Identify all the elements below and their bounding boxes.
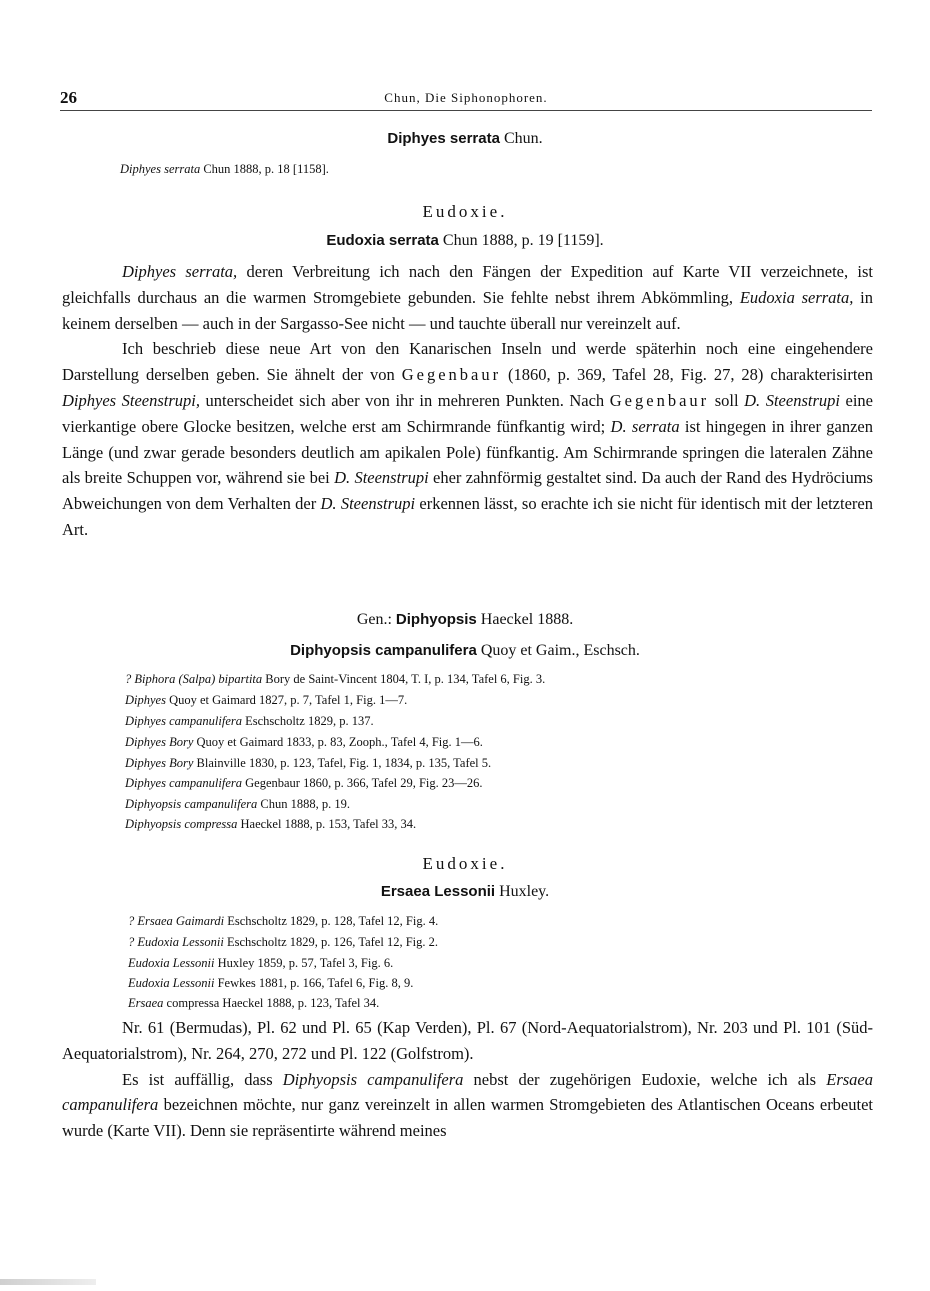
synonym-ref: Quoy et Gaimard 1827, p. 7, Tafel 1, Fig. 1—7.: [165, 693, 408, 707]
subsection-label-eudoxie: Eudoxie.: [422, 202, 508, 221]
synonym-ref: Huxley 1859, p. 57, Tafel 3, Fig. 6.: [214, 956, 394, 970]
species-name: Diphyes serrata: [387, 130, 500, 147]
italic-species: Diphyes Steenstrupi,: [62, 390, 200, 410]
paragraph: Nr. 61 (Bermudas), Pl. 62 und Pl. 65 (Kap Verden), Pl. 67 (Nord-Aequatorialstrom), Nr. 203 und Pl. 101 (Süd-Aequatorialstrom), Nr. 264, 270, 272 und Pl. 122 (Golfstrom).: [62, 1018, 873, 1063]
synonym-line: [125, 693, 407, 708]
synonym-line: [125, 714, 374, 729]
synonym-ref: Eschscholtz 1829, p. 128, Tafel 12, Fig. 4.: [224, 914, 439, 928]
species-heading-diphyopsis-campanulifera: [0, 642, 930, 660]
species-name: Diphyopsis campanulifera: [290, 642, 477, 659]
italic-species: D. Steenstrupi: [334, 468, 429, 488]
synonym-name: Eudoxia Lessonii: [128, 976, 215, 990]
synonym-name: Diphyes: [125, 693, 166, 707]
synonym-line: [125, 797, 350, 812]
species-heading-ersaea-lessonii: [0, 883, 930, 901]
synonym-name: Diphyopsis compressa: [125, 817, 238, 831]
synonym-ref: Bory de Saint-Vincent 1804, T. I, p. 134, Tafel 6, Fig. 3.: [262, 672, 546, 686]
synonym-name: Diphyes Bory: [125, 735, 194, 749]
synonym-line: [125, 756, 491, 771]
paragraph: [62, 336, 873, 542]
synonym-ref: Quoy et Gaimard 1833, p. 83, Zooph., Tafel 4, Fig. 1—6.: [193, 735, 483, 749]
text-run: deren Verbreitung ich nach den Fängen der Expedition auf Karte VII verzeichnete, ist gleichfalls durchaus an die warmen Stromgebiete gebunden. Sie fehlte nebst ihrem Abkömmling,: [62, 262, 874, 307]
text-run: eine vierkantige obere Glocke besitzen, welche erst am Schirmrande fünfkantig wird;: [62, 390, 873, 436]
synonym-name: Diphyes Bory: [125, 756, 194, 770]
synonym-name: Eudoxia Lessonii: [128, 956, 215, 970]
synonym-name: Diphyopsis campanulifera: [125, 797, 258, 811]
subsection-label-eudoxie: Eudoxie.: [422, 854, 508, 873]
synonym-line: [128, 976, 413, 991]
italic-species: Diphyes serrata,: [122, 262, 238, 281]
synonym-ref: Chun 1888, p. 19.: [257, 797, 351, 811]
synonym-line: [125, 776, 483, 791]
genus-heading-diphyopsis: [0, 611, 930, 629]
synonym-ref: Eschscholtz 1829, p. 137.: [242, 714, 374, 728]
genus-name: Diphyopsis: [395, 611, 477, 628]
text-run: nebst der zugehörigen Eudoxie, welche ich als: [463, 1069, 827, 1089]
species-author: Quoy et Gaim., Eschsch.: [476, 642, 640, 659]
spaced-author: Gegenbaur: [401, 365, 502, 385]
body-text-block-2: [62, 1015, 873, 1144]
text-run: erkennen lässt, so erachte ich sie nicht für identisch mit der letzteren Art.: [62, 494, 873, 539]
synonym-name: Diphyes campanulifera: [125, 714, 242, 728]
italic-species: D. Steenstrupi: [744, 390, 840, 410]
synonym-ref: Haeckel 1888, p. 153, Tafel 33, 34.: [237, 817, 417, 831]
species-heading-eudoxia-serrata: [0, 232, 930, 250]
text-run: eher zahnförmig gestaltet sind. Da auch der Rand des Hydröciums Abweichungen von dem Verhalten der: [62, 468, 873, 514]
species-author: Huxley.: [495, 883, 550, 900]
scan-edge-mark: [0, 1279, 96, 1285]
italic-species: Diphyopsis campanulifera: [282, 1069, 464, 1089]
synonym-name: ? Biphora (Salpa) bipartita: [125, 672, 263, 686]
italic-species: D. serrata: [610, 416, 680, 436]
synonym-ref: Blainville 1830, p. 123, Tafel, Fig. 1, 1834, p. 135, Tafel 5.: [193, 756, 492, 770]
synonym-ref: Eschscholtz 1829, p. 126, Tafel 12, Fig. 2.: [223, 935, 438, 949]
genus-author: Haeckel 1888.: [476, 611, 574, 628]
synonym-line: [128, 914, 438, 929]
italic-species: Ersaea campanulifera: [62, 1069, 873, 1115]
synonym-name: ? Eudoxia Lessonii: [128, 935, 224, 949]
synonym-name: Diphyes serrata: [120, 162, 201, 176]
text-run: in keinem derselben — auch in der Sargasso-See nicht — und tauchte überall nur vereinzelt auf.: [62, 287, 873, 333]
running-title: Chun, Die Siphonophoren.: [384, 90, 548, 105]
paragraph: [62, 1067, 873, 1144]
text-run: soll: [709, 390, 745, 410]
text-run: Es ist auffällig, dass: [122, 1069, 283, 1089]
synonym-line: [128, 996, 379, 1011]
synonym-ref: Fewkes 1881, p. 166, Tafel 6, Fig. 8, 9.: [214, 976, 414, 990]
synonym-line: [128, 935, 438, 950]
page-header: [60, 88, 872, 111]
species-name: Eudoxia serrata: [326, 232, 439, 249]
text-run: unterscheidet sich aber von ihr in mehreren Punkten. Nach: [200, 390, 610, 410]
body-text-block-1: [62, 259, 873, 543]
synonym-line: [125, 672, 545, 687]
text-run: (1860, p. 369, Tafel 28, Fig. 27, 28) charakterisirten: [501, 365, 873, 385]
synonym-ref: compressa Haeckel 1888, p. 123, Tafel 34.: [163, 996, 380, 1010]
spaced-author: Gegenbaur: [609, 390, 710, 410]
text-run: bezeichnen möchte, nur ganz vereinzelt in allen warmen Stromgebieten des Atlantischen Oceans erbeutet wurde (Karte VII). Denn sie repräsentirte während meines: [62, 1095, 873, 1141]
synonym-ref: Chun 1888, p. 18 [1158].: [200, 162, 329, 176]
species-name: Ersaea Lessonii: [380, 883, 496, 900]
synonym-line: [125, 735, 483, 750]
synonym-line: [128, 956, 393, 971]
synonym-line: [125, 817, 416, 832]
text-run: ist hingegen in ihrer ganzen Länge (und zwar gerade besonders deutlich am apikalen Pole) fünfkantig. Am Schirmrande springen die lateralen Zähne als breite Schuppen vor, während sie bei: [62, 416, 873, 488]
species-heading-diphyes-serrata: [0, 130, 930, 148]
text-run: Ich beschrieb diese neue Art von den Kanarischen Inseln und werde späterhin noch eine eingehendere Darstellung derselben geben. Sie ähnelt der von: [62, 339, 873, 385]
synonym-name: Diphyes campanulifera: [125, 776, 242, 790]
italic-species: D. Steenstrupi: [320, 494, 416, 514]
italic-species: Eudoxia serrata,: [739, 287, 854, 307]
synonym-ref: Gegenbaur 1860, p. 366, Tafel 29, Fig. 23—26.: [242, 776, 483, 790]
paragraph: [62, 259, 873, 336]
page-number: 26: [60, 88, 77, 107]
synonym-line: [120, 162, 329, 177]
synonym-name: Ersaea: [128, 996, 164, 1010]
species-author: Chun 1888, p. 19 [1159].: [438, 232, 604, 249]
synonym-name: ? Ersaea Gaimardi: [128, 914, 225, 928]
species-author: Chun.: [499, 130, 543, 147]
genus-label: Gen.:: [356, 611, 396, 628]
